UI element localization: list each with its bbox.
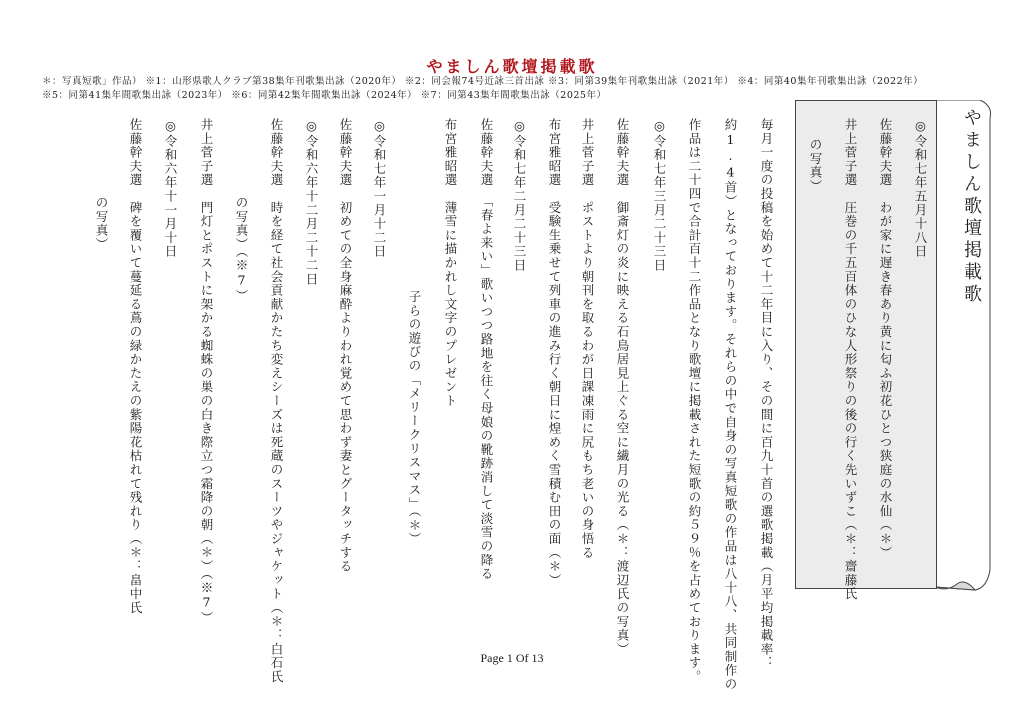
entry-poem-continuation: の写真）（※7） xyxy=(234,196,249,303)
page-title: やましん歌壇掲載歌 xyxy=(426,57,598,76)
entry-poem-continuation: の写真） xyxy=(808,138,823,194)
entry-date: ◎令和六年十一月十日 xyxy=(163,118,178,259)
entry-poem: 佐藤幹夫選 御斎灯の炎に映える石鳥居見上ぐる空に繊月の光る（＊：渡辺氏の写真） xyxy=(615,118,630,657)
entry-poem-continuation: の写真） xyxy=(94,196,109,252)
entry-poem: 布宮雅昭選 受験生乗せて列車の進み行く朝日に煌めく雪積む田の面（＊） xyxy=(547,118,562,588)
entry-poem: 佐藤幹夫選 碑を覆いて蔓延る蔦の緑かたえの紫陽花枯れて残れり（＊：畠中氏 xyxy=(128,118,143,615)
legend-line-1: ＊：写真短歌」作品） ※1：山形県歌人クラブ第38集年刊歌集出詠（2020年） ※2：同会報74号近詠三首出詠 ※3：同第39集年刊歌集出詠（2021年） ※4：同第40集年刊歌集出詠（2022年） xyxy=(42,76,924,87)
entry-poem: 井上菅子選 ポストより朝刊を取るわが日課凍雨に尻もち老いの身悟る xyxy=(580,118,595,560)
page-number: Page 1 Of 13 xyxy=(480,651,544,665)
entry-poem: 布宮雅昭選 薄雪に描かれし文字のプレゼント xyxy=(443,118,458,408)
legend-line-2: ※5：同第41集年間歌集出詠（2023年） ※6：同第42集年間歌集出詠（2024年） ※7：同第43集年間歌集出詠（2025年） xyxy=(42,90,607,101)
entry-poem-continuation: 子らの遊びの「メリークリスマス」（＊） xyxy=(407,290,422,546)
entry-date: ◎令和七年五月十八日 xyxy=(913,118,928,259)
entry-poem: 井上菅子選 門灯とポストに架かる蜘蛛の巣の白き際立つ霜降の朝（＊）（※7） xyxy=(199,118,214,625)
intro-text: 約1.4首）となっております。それらの中で自身の写真短歌の作品は八十八、共同制作の xyxy=(723,118,738,692)
entry-poem: 佐藤幹夫選 初めての全身麻酔よりわれ覚めて思わず妻とグータッチする xyxy=(338,118,353,574)
intro-text: 毎月一度の投稿を始めて十二年目に入り、その間に百九十首の選歌掲載（月平均掲載率： xyxy=(759,118,774,670)
entry-date: ◎令和七年三月二十三日 xyxy=(652,118,667,273)
intro-text: 作品は二十四で合計百十二作品となり歌壇に掲載された短歌の約５９％を占めております。 xyxy=(687,118,702,684)
entry-date: ◎令和七年二月二十三日 xyxy=(512,118,527,273)
entry-date: ◎令和六年十二月二十二日 xyxy=(304,118,319,287)
entry-poem: 井上菅子選 圧巻の千五百体のひな人形祭りの後の行く先いずこ（＊：齋藤氏 xyxy=(843,118,858,601)
entry-poem: 佐藤幹夫選 わが家に遅き春あり黄に匂ふ初花ひとつ狭庭の水仙（＊） xyxy=(878,118,893,560)
entry-poem: 佐藤幹夫選 「春よ来い」歌いつつ路地を往く母娘の靴跡消して淡雪の降る xyxy=(479,118,494,581)
entry-date: ◎令和七年一月十二日 xyxy=(372,118,387,259)
entry-poem: 佐藤幹夫選 時を経て社会貢献かたち変えシーズは死蔵のスーツやジャケット（＊：白石氏 xyxy=(269,118,284,684)
page-heading: やましん歌壇掲載歌 xyxy=(961,108,982,306)
